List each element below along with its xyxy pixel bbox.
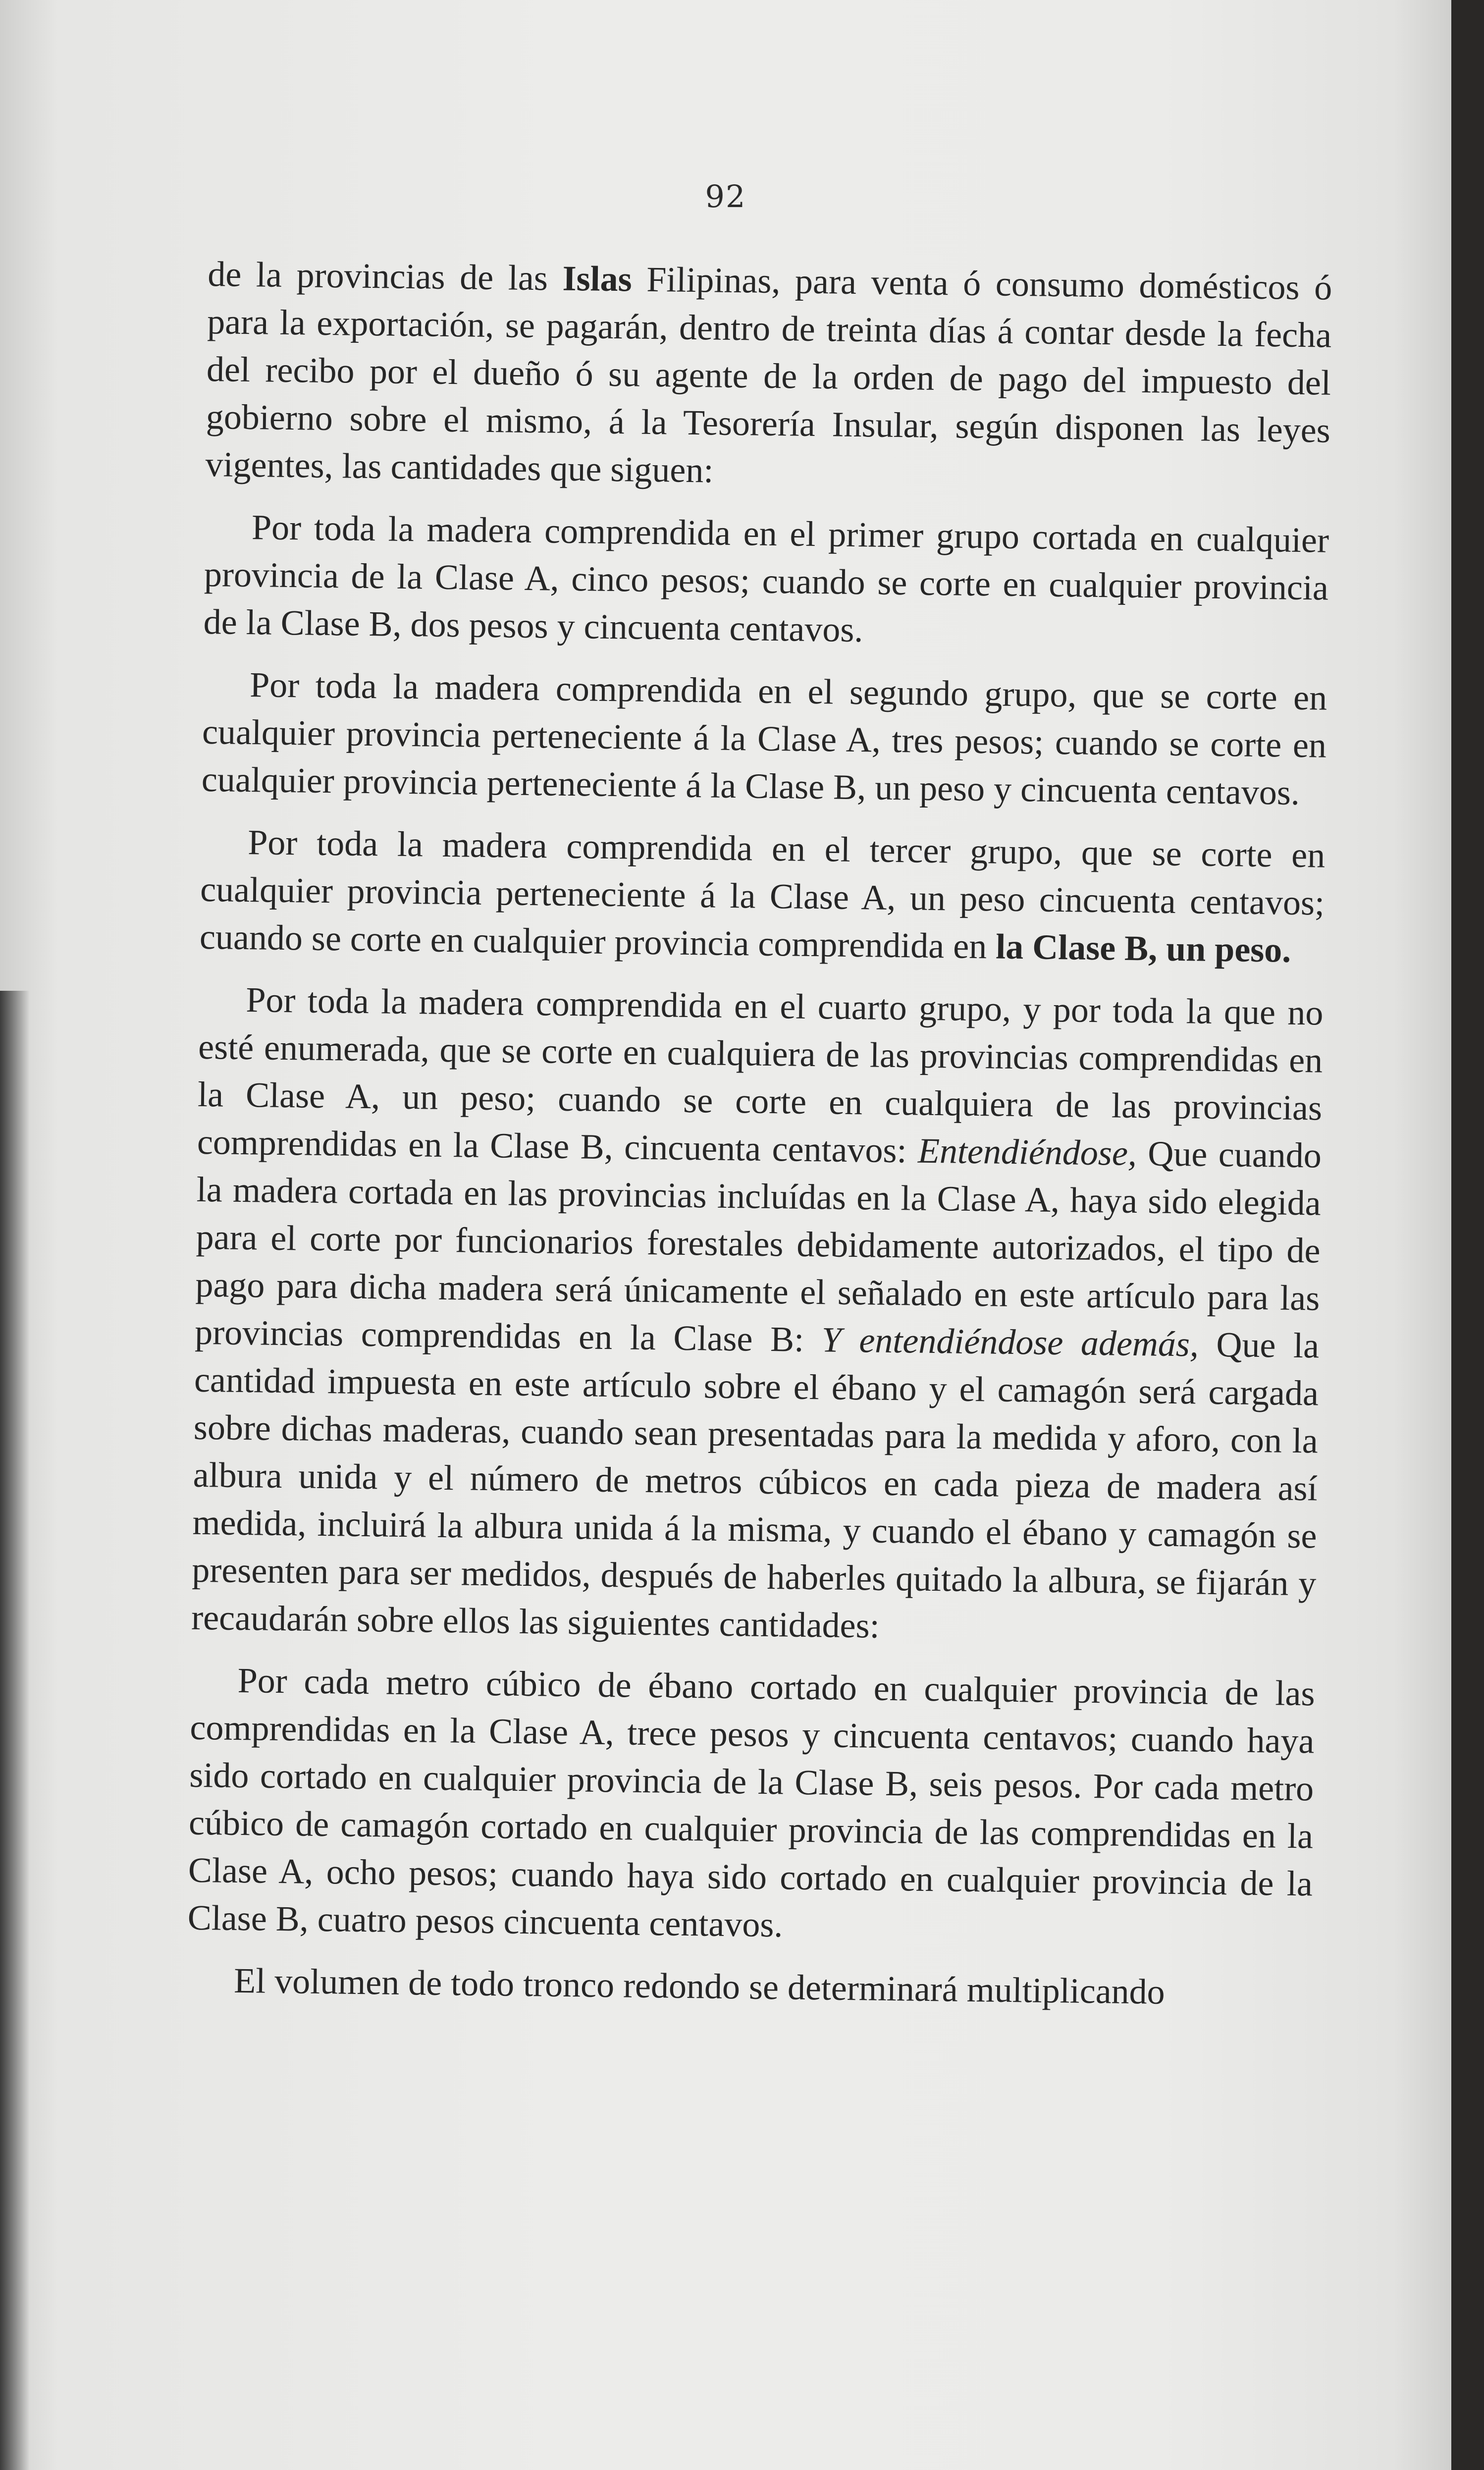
paragraph-0 — [205, 250, 1332, 502]
text-run: Que la cantidad impuesta en este artículo sobre el ébano y el camagón será cargada sobre dichas maderas, cuando sean presentadas para la medida y aforo, con la albura unida y el número de metros cúbicos en cada pieza de madera así medida, incluirá la albura unida á la misma, y cuando el ébano y camagón se presenten para ser medidos, después de haberles quitado la albura, se fijarán y recaudarán sobre ellos las siguientes cantidades: — [191, 1324, 1320, 1646]
paragraph-4 — [191, 975, 1324, 1655]
page-number: 92 — [705, 178, 746, 215]
text-run: Por toda la madera comprendida en el segundo grupo, que se corte en cualquier provincia perteneciente á la Clase A, tres pesos; cuando se corte en cualquier provincia perteneciente á la Clase B, un peso y cincuenta centavos. — [201, 665, 1327, 813]
paragraph-1 — [203, 503, 1329, 659]
text-run: de la provincias de las — [207, 254, 563, 298]
text-run: El volumen de todo tronco redondo se determinará multiplicando — [233, 1960, 1166, 2012]
binding-shadow — [0, 991, 30, 2470]
text-run: Por cada metro cúbico de ébano cortado en cualquier provincia de las comprendidas en la Clase A, trece pesos y cincuenta centavos; cuando haya sido cortado en cualquier provincia de la Clase B, seis pesos. Por cada metro cúbico de camagón cortado en cualquier provincia de las comprendidas en la Clase A, ocho pesos; cuando haya sido cortado en cualquier provincia de la Clase B, cuatro pesos cincuenta centavos. — [187, 1660, 1316, 1945]
text-run: Por toda la madera comprendida en el cuarto grupo, y por toda la que no esté enumerada, que se corte en cualquiera de las provincias comprendidas en la Clase A, un peso; cuando se corte en cualquiera de las provincias comprendidas en la Clase B, cincuenta centavos: — [197, 980, 1324, 1171]
text-run-bold: Islas — [562, 258, 633, 299]
page-text-body — [187, 250, 1332, 2017]
paragraph-5 — [187, 1656, 1315, 1955]
text-run-bold: la Clase B, un peso. — [995, 926, 1291, 970]
text-run-italic: Y entendiéndose además, — [821, 1320, 1199, 1364]
text-run: Por toda la madera comprendida en el primer grupo cortada en cualquier provincia de la Clase A, cinco pesos; cuando se corte en cualquier provincia de la Clase B, dos pesos y cincuenta centavos. — [203, 507, 1329, 650]
paragraph-2 — [201, 660, 1327, 817]
text-run: Por toda la madera comprendida en el tercer grupo, que se corte en cualquier provincia perteneciente á la Clase A, un peso cincuenta centavos; cuando se corte en cualquier provincia comprendida en — [199, 822, 1325, 967]
text-run: Que cuando la madera cortada en las provincias incluídas en la Clase A, haya sido elegida para el corte por funcionarios forestales debidamente autorizados, el tipo de pago para dicha madera será únicamente el señalado en este artículo para las provincias comprendidas en la Clase B: — [194, 1133, 1322, 1360]
text-run-italic: Entendiéndose, — [917, 1130, 1137, 1174]
paragraph-6 — [187, 1956, 1312, 2018]
paragraph-3 — [199, 818, 1325, 974]
text-run: Filipinas, para venta ó consumo domésticos ó para la exportación, se pagarán, dentro de treinta días á contar desde la fecha del recibo por el dueño ó su agente de la orden de pago del impuesto del gobierno sobre el mismo, á la Tesorería Insular, según disponen las leyes vigentes, las cantidades que siguen: — [205, 259, 1332, 490]
